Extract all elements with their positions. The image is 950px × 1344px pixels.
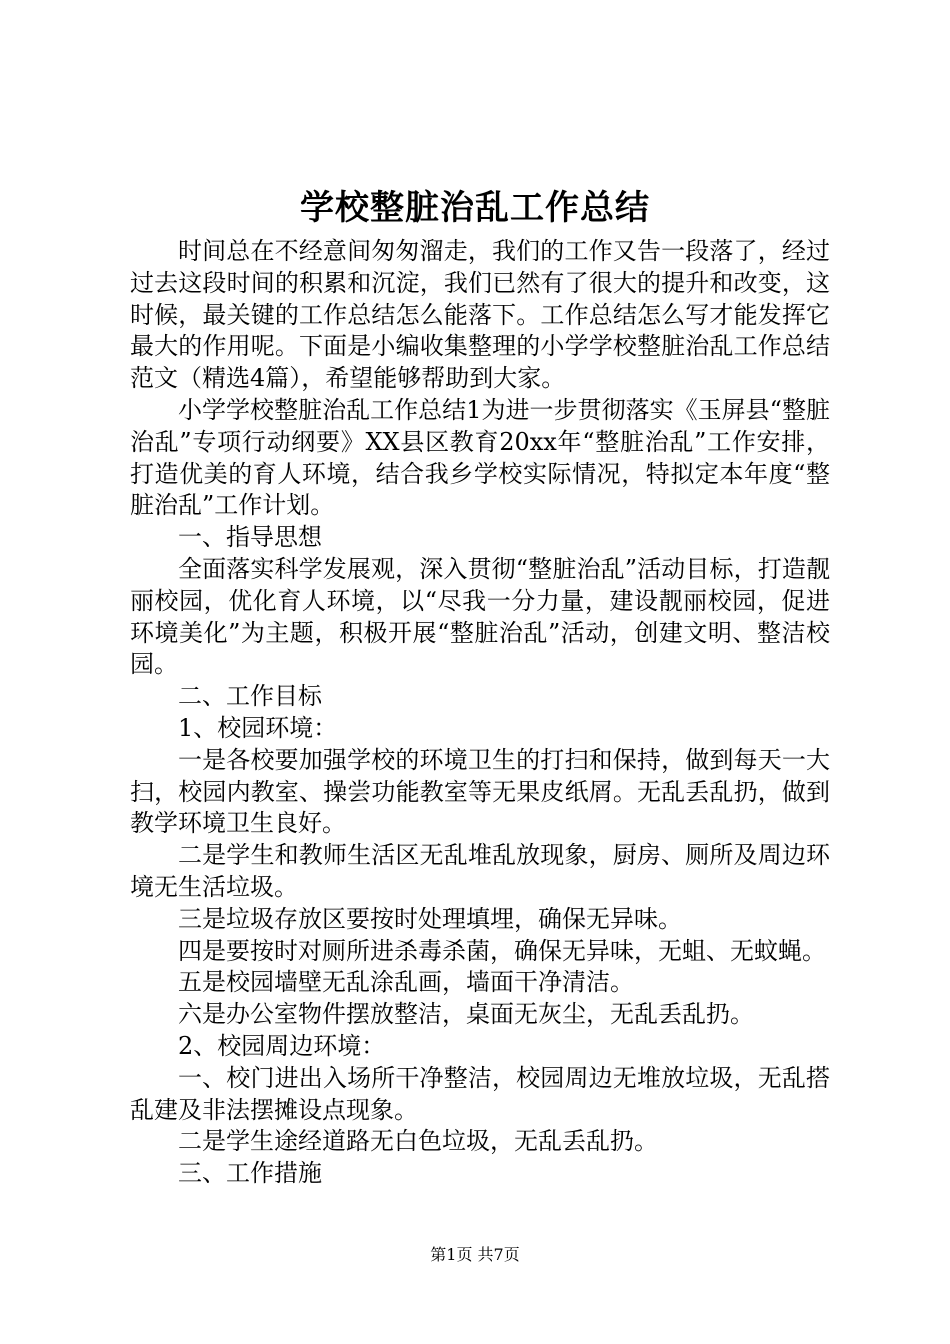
paragraph-goal-5: 五是校园墙壁无乱涂乱画，墙面干净清洁。 (178, 968, 634, 997)
paragraph-surroundings-2: 二是学生途经道路无白色垃圾，无乱丢乱扔。 (178, 1127, 658, 1156)
section-heading-work-measures: 三、工作措施 (178, 1159, 322, 1188)
paragraph-goal-1: 一是各校要加强学校的环境卫生的打扫和保持，做到每天一大扫，校园内教室、操尝功能教室等无果皮纸屑。无乱丢乱扔，做到教学环境卫生良好。 (130, 745, 830, 838)
subheading-campus-surroundings: 2、校园周边环境： (178, 1031, 386, 1060)
paragraph-goal-2: 二是学生和教师生活区无乱堆乱放现象，厨房、厕所及周边环境无生活垃圾。 (130, 841, 830, 901)
page-number-footer: 第1页 共7页 (430, 1245, 520, 1264)
paragraph-goal-4: 四是要按时对厕所进杀毒杀菌，确保无异味，无蛆、无蚊蝇。 (178, 936, 826, 965)
document-body (130, 236, 830, 1190)
paragraph-surroundings-1: 一、校门进出入场所干净整洁，校园周边无堆放垃圾，无乱搭乱建及非法摆摊设点现象。 (130, 1063, 830, 1124)
section-heading-guiding-ideology: 一、指导思想 (178, 523, 322, 552)
paragraph-guiding-ideology: 全面落实科学发展观，深入贯彻“整脏治乱”活动目标，打造靓丽校园，优化育人环境，以“尽我一分力量，建设靓丽校园，促进环境美化”为主题，积极开展“整脏治乱”活动，创建文明、整洁校园。 (130, 554, 830, 679)
subheading-campus-environment: 1、校园环境： (178, 713, 338, 742)
section-heading-work-goals: 二、工作目标 (178, 682, 322, 711)
paragraph-goal-3: 三是垃圾存放区要按时处理填埋，确保无异味。 (178, 904, 682, 933)
paragraph-summary-1: 小学学校整脏治乱工作总结1为进一步贯彻落实《玉屏县“整脏治乱”专项行动纲要》XX县区教育20xx年“整脏治乱”工作安排，打造优美的育人环境，结合我乡学校实际情况，特拟定本年度“整脏治乱”工作计划。 (130, 395, 830, 520)
paragraph-intro: 时间总在不经意间匆匆溜走，我们的工作又告一段落了，经过过去这段时间的积累和沉淀，我们已然有了很大的提升和改变，这时候，最关键的工作总结怎么能落下。工作总结怎么写才能发挥它最大的作用呢。下面是小编收集整理的小学学校整脏治乱工作总结范文（精选4篇），希望能够帮助到大家。 (130, 237, 830, 393)
paragraph-goal-6: 六是办公室物件摆放整洁，桌面无灰尘，无乱丢乱扔。 (178, 1000, 754, 1029)
document-title: 学校整脏治乱工作总结 (300, 188, 650, 228)
